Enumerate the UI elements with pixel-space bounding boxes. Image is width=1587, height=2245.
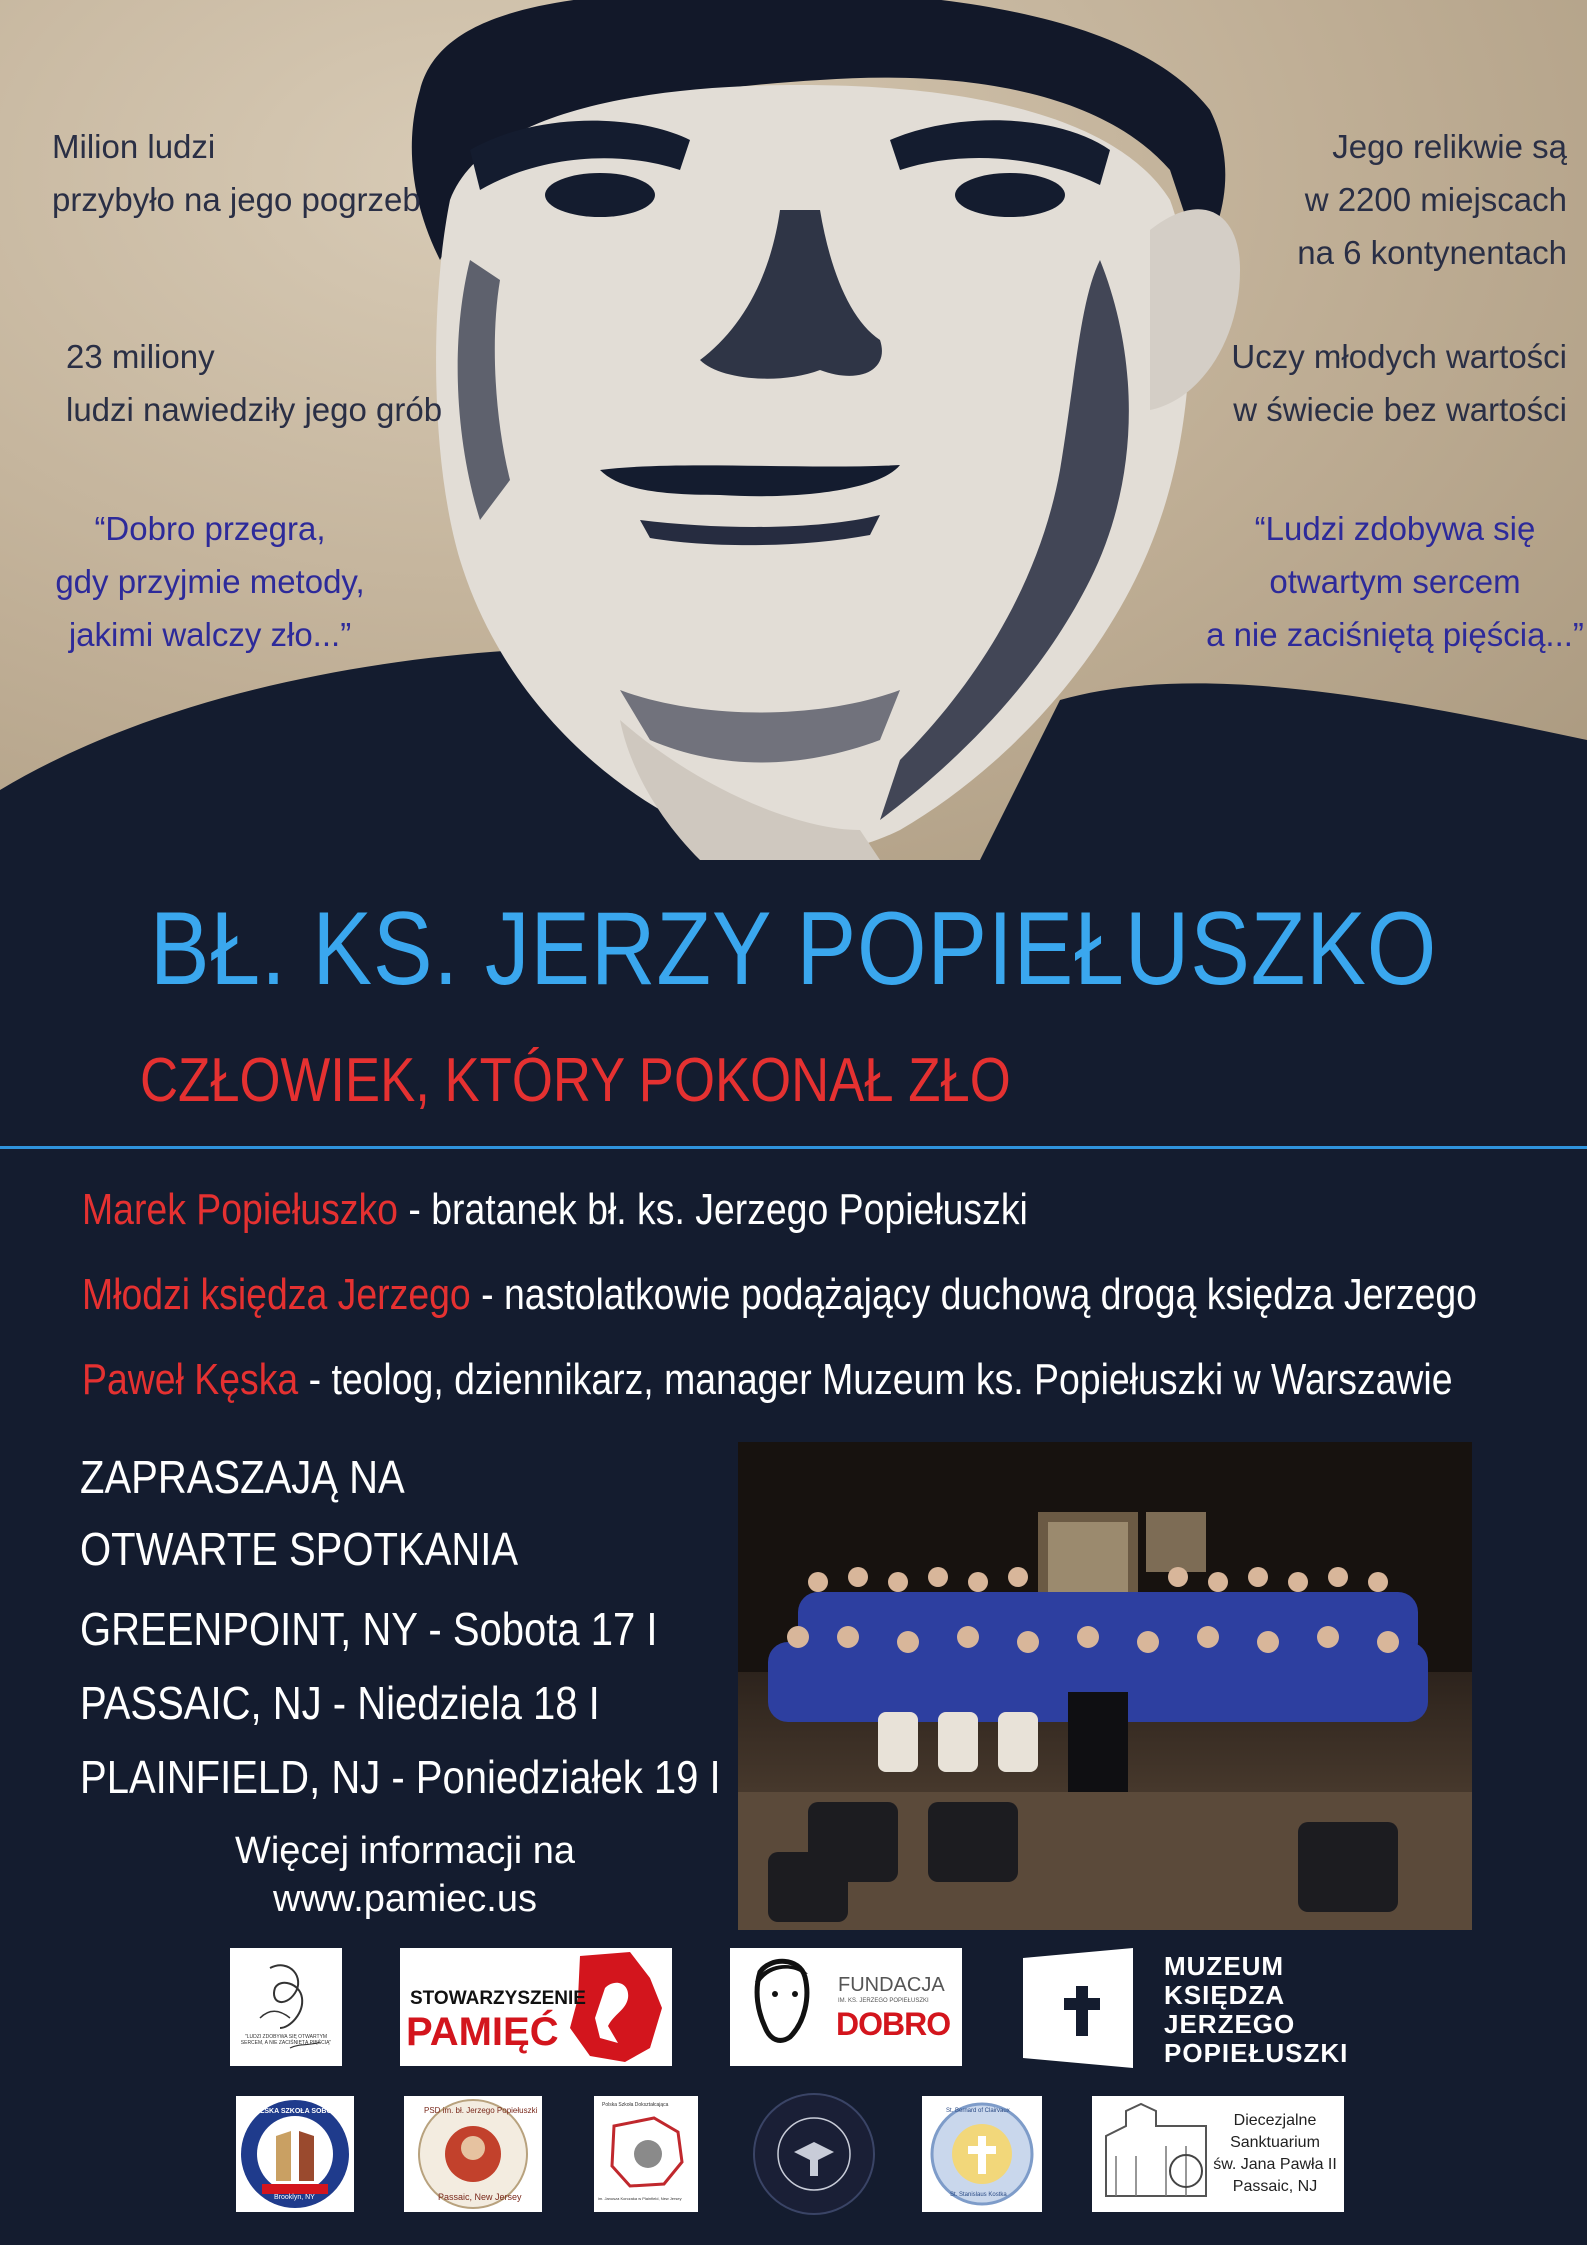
stat-funeral [52, 120, 421, 226]
stat-values-line2: w świecie bez wartości [1233, 391, 1567, 428]
muzeum-label [1164, 1952, 1348, 2068]
divider-line [0, 1146, 1587, 1149]
group-photo-illustration [738, 1442, 1472, 1930]
st-bernard-title: St. Bernard of Clairvaux [946, 2108, 1010, 2114]
quote-left-line3: jakimi walczy zło...” [68, 616, 352, 653]
stat-relics-line3: na 6 kontynentach [1297, 234, 1567, 271]
quote-left-line1: “Dobro przegra, [94, 510, 326, 547]
person-youth [82, 1270, 1477, 1320]
signature-logo [230, 1948, 342, 2066]
school-plainfield-subtitle: im. Janusza Korczaka w Plainfield, New Jersey [598, 2196, 682, 2201]
fundacja-label: FUNDACJA [838, 1974, 945, 1996]
sanktuarium-label [1210, 2110, 1340, 2198]
psd-passaic-city: Passaic, New Jersey [438, 2192, 522, 2202]
stowarzyszenie-label: STOWARZYSZENIE [410, 1988, 586, 2009]
muzeum-book-icon [1018, 1948, 1138, 2068]
stat-grave-line1: 23 miliony [66, 338, 215, 375]
school-plainfield-title: Polska Szkoła Dokształcająca [602, 2102, 669, 2108]
muzeum-line3: JERZEGO [1164, 2009, 1296, 2039]
stat-funeral-line1: Milion ludzi [52, 128, 216, 165]
person-desc: - nastolatkowie podążający duchową drogą księdza Jerzego [470, 1270, 1477, 1319]
stat-values [1231, 330, 1567, 436]
stat-relics-line2: w 2200 miejscach [1304, 181, 1567, 218]
sanktuarium-line3: św. Jana Pawła II [1213, 2156, 1337, 2173]
invite-line1: ZAPRASZAJĄ NA [80, 1451, 405, 1503]
portrait-area [0, 0, 1587, 870]
dobro-label: DOBRO [836, 2006, 951, 2042]
quote-right-line3: a nie zaciśniętą pięścią...” [1206, 616, 1584, 653]
person-desc: - teolog, dziennikarz, manager Muzeum ks. Popiełuszki w Warszawie [298, 1355, 1453, 1404]
stat-values-line1: Uczy młodych wartości [1231, 338, 1567, 375]
group-photo [738, 1442, 1472, 1930]
person-marek [82, 1185, 1028, 1235]
stat-relics [1297, 120, 1567, 279]
portrait-sketch-icon [740, 1952, 820, 2062]
school-brooklyn-city: Brooklyn, NY [274, 2194, 315, 2201]
event-greenpoint: GREENPOINT, NY - Sobota 17 I [80, 1603, 658, 1655]
sanktuarium-line2: Sanktuarium [1230, 2134, 1320, 2151]
poland-map-icon [594, 2096, 698, 2212]
psd-passaic-logo [404, 2096, 542, 2212]
poster-subtitle: CZŁOWIEK, KTÓRY POKONAŁ ZŁO [140, 1046, 1011, 1115]
website-link[interactable]: www.pamiec.us [273, 1878, 537, 1920]
quote-left [50, 502, 370, 661]
stowarzyszenie-pamiec-logo [400, 1948, 672, 2066]
signature-caption: "LUDZI ZDOBYWA SIĘ OTWARTYM SERCEM, A NIE ZACIŚNIĘTĄ PIĘŚCIĄ" [240, 2034, 332, 2046]
event-plainfield: PLAINFIELD, NJ - Poniedziałek 19 I [80, 1751, 721, 1803]
muzeum-line4: POPIEŁUSZKI [1164, 2038, 1349, 2068]
church-sketch-icon [1096, 2096, 1216, 2212]
poster-title: BŁ. KS. JERZY POPIEŁUSZKO [149, 891, 1438, 1007]
school-brooklyn-logo [236, 2096, 354, 2212]
pamiec-label: PAMIĘĆ [406, 2010, 559, 2054]
quote-right-line1: “Ludzi zdobywa się [1254, 510, 1536, 547]
muzeum-line1: MUZEUM [1164, 1951, 1285, 1981]
signature-drawing-icon [230, 1948, 342, 2066]
fundacja-dobro-logo [730, 1948, 962, 2066]
person-desc: - bratanek bł. ks. Jerzego Popiełuszki [397, 1185, 1028, 1234]
stat-funeral-line2: przybyło na jego pogrzeb [52, 181, 421, 218]
quote-left-line2: gdy przyjmie metody, [55, 563, 365, 600]
quote-right [1200, 502, 1587, 661]
psd-passaic-title: PSD im. bł. Jerzego Popiełuszki [424, 2106, 538, 2115]
person-name: Paweł Kęska [82, 1355, 299, 1404]
sanktuarium-line4: Passaic, NJ [1232, 2178, 1318, 2195]
st-bernard-logo [922, 2096, 1042, 2212]
invite-line2: OTWARTE SPOTKANIA [80, 1523, 519, 1575]
stat-grave-line2: ludzi nawiedziły jego grób [66, 391, 443, 428]
event-passaic: PASSAIC, NJ - Niedziela 18 I [80, 1677, 600, 1729]
sanktuarium-logo [1092, 2096, 1344, 2212]
school-brooklyn-title: POLSKA SZKOŁA SOBOTNIA [250, 2108, 349, 2115]
stat-relics-line1: Jego relikwie są [1332, 128, 1567, 165]
fundacja-small-label: IM. KS. JERZEGO POPIEŁUSZKI [838, 1998, 929, 2004]
centrala-seal-icon [752, 2092, 876, 2216]
person-pawel [82, 1355, 1453, 1405]
more-info-label: Więcej informacji na [235, 1830, 575, 1872]
person-name: Młodzi księdza Jerzego [82, 1270, 471, 1319]
st-stanislaus-title: St. Stanislaus Kostka [950, 2192, 1007, 2198]
person-name: Marek Popiełuszko [82, 1185, 398, 1234]
muzeum-line2: KSIĘDZA [1164, 1980, 1286, 2010]
stat-grave [66, 330, 442, 436]
sanktuarium-line1: Diecezjalne [1233, 2112, 1317, 2129]
school-plainfield-logo [594, 2096, 698, 2212]
quote-right-line2: otwartym sercem [1269, 563, 1521, 600]
